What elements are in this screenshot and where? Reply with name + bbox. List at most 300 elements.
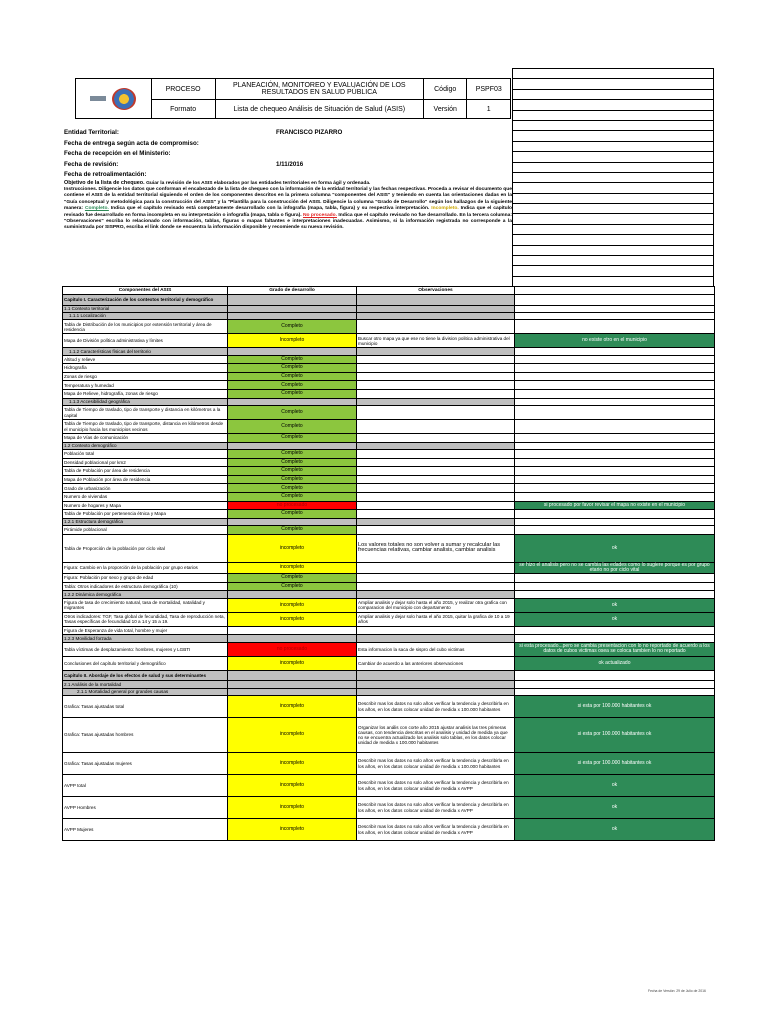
subsection-obs [357,442,515,449]
table-row [63,364,715,373]
response-cell[interactable]: ok [515,775,715,797]
grade-cell[interactable]: Completo [228,458,357,467]
subsection-obs [357,681,515,688]
table-row [63,612,715,626]
side-grid-cell[interactable] [513,89,714,99]
component-label: Pirámide poblacional [63,526,228,535]
document-meta [64,128,524,181]
subsection-resp [515,688,715,695]
observation-cell[interactable] [357,320,515,334]
grade-cell[interactable]: incompleto [228,775,357,797]
component-label: Tabla de Tiempo de traslado, tipo de transporte y distancia en kilómetros a la capital [63,406,228,420]
subsection-obs [357,635,515,642]
subsection-grade [228,681,357,688]
section-resp [515,670,715,681]
observation-cell[interactable] [357,406,515,420]
observation-cell[interactable]: Cambiar de acuerdo a las anteriores observaciones [357,656,515,670]
side-grid-cell[interactable] [513,204,714,214]
section-label: Capítulo I. Caracterización de los contextos territorial y demográfico [63,295,228,306]
side-grid-row [513,141,714,151]
ministry-logo-icon [90,96,106,101]
subsection-obs [357,518,515,525]
table-row [63,348,715,355]
side-grid-cell[interactable] [513,79,714,89]
response-cell[interactable] [515,381,715,390]
observation-cell[interactable] [357,626,515,635]
grade-cell[interactable]: Completo [228,526,357,535]
grade-cell[interactable]: Completo [228,467,357,476]
grade-cell[interactable]: incompleto [228,534,357,562]
grade-cell[interactable]: Completo [228,355,357,364]
revision-value: 1/11/2016 [276,160,304,168]
version-label: Versión [423,100,467,119]
response-cell[interactable] [515,484,715,493]
section-obs [357,295,515,306]
column-header: Grado de desarrollo [228,287,357,295]
response-cell[interactable]: si procesado por favor revisar el mapa no existe en el municipio [515,501,715,510]
response-cell[interactable] [515,458,715,467]
response-cell[interactable] [515,420,715,434]
subsection-label: 1.2 Contexto demográfico [63,442,228,449]
component-label: Tabla de Población por pertenencia étnica y Mapa [63,510,228,519]
table-row [63,295,715,306]
subsection-resp [515,442,715,449]
response-cell[interactable]: ok [515,819,715,841]
observation-cell[interactable] [357,510,515,519]
response-cell[interactable]: si esta por 100.000 habitantes ok [515,718,715,753]
subsection-resp [515,398,715,405]
subsection-label: 1.1.1 Localización [63,312,228,319]
column-header-empty [515,287,715,295]
observation-cell[interactable]: Describir mas los datos no solo años verificar la tendencia y describirla en los años, en los datos colocar unidad de medida x 100.000 habitantes [357,753,515,775]
grade-cell[interactable]: incompleto [228,753,357,775]
table-row [63,642,715,656]
observation-cell[interactable]: Los valores totales no son volver a sumar y recalcular las frecuencias relativas, cambiar analisis, cambiar analisis [357,534,515,562]
proceso-value: PLANEACIÓN, MONITOREO Y EVALUACIÓN DE LOS RESULTADOS EN SALUD PÚBLICA [215,79,423,100]
table-row [63,475,715,484]
table-row [63,626,715,635]
grade-cell[interactable]: no procesado [228,642,357,656]
side-grid-cell[interactable] [513,141,714,151]
codigo-value: PSPF03 [467,79,511,100]
table-row [63,510,715,519]
observation-cell[interactable] [357,574,515,583]
column-header: Observaciones [357,287,515,295]
response-cell[interactable] [515,364,715,373]
observation-cell[interactable] [357,492,515,501]
response-cell[interactable]: si esta por 100.000 habitantes ok [515,753,715,775]
side-grid [512,68,714,287]
subsection-grade [228,305,357,312]
grade-cell[interactable]: Completo [228,406,357,420]
table-row [63,775,715,797]
table-row [63,390,715,399]
instructions-p3: Indica que el capítulo revisado fue desarrollado en forma incompleta en su interpretación o infografía (mapa, tabla o figura). [64,206,512,218]
grade-cell[interactable]: Completo [228,492,357,501]
table-row [63,312,715,319]
observation-cell[interactable]: Buscar otro mapa ya que ese no tiene la division politica administrativa del municipio [357,334,515,348]
observation-cell[interactable]: Organizar los anális con corte año 2015 ajustar analisis las tres primeras causas, con tendencia descritas en el analisis y unidad de medida ya que no se encuentra actualizado los analisis solo tablas, en los datos colocar unidad de medida x 100.000 habitantes [357,718,515,753]
component-label: Tabla víctimas de desplazamiento: hombres, mujeres y LGBTI [63,642,228,656]
grade-cell[interactable]: Completo [228,381,357,390]
table-row [63,574,715,583]
table-header-row [63,287,715,295]
component-label: AVPP total [63,775,228,797]
component-label: Tabla: Otros indicadores de estructura demográfica (10) [63,582,228,591]
subsection-grade [228,635,357,642]
observation-cell[interactable]: Ampliar analisis y dejar solo hasta el año 2015, y realizar otra grafica con comparacion del municipio con departamento [357,598,515,612]
side-grid-cell[interactable] [513,224,714,234]
side-grid-row [513,256,714,266]
subsection-grade [228,348,357,355]
observation-cell[interactable] [357,450,515,459]
document-header [75,78,511,119]
retro-label: Fecha de retroalimentación: [64,171,147,178]
observation-cell[interactable] [357,458,515,467]
component-label: Tabla de Población por área de residencia [63,467,228,476]
table-row [63,420,715,434]
subsection-grade [228,442,357,449]
response-cell[interactable] [515,492,715,501]
grade-cell[interactable]: Completo [228,574,357,583]
table-row [63,372,715,381]
component-label: Figura: Cambio en la proporción de la población por grupo etarios [63,562,228,573]
entidad-value: FRANCISCO PIZARRO [276,129,343,136]
observation-cell[interactable] [357,484,515,493]
side-grid-row [513,79,714,89]
observation-cell[interactable]: Describir mas los datos no solo años verificar la tendencia y describirla en los años, en los datos colocar unidad de medida x AVPP [357,797,515,819]
component-label: Altitud y relieve [63,355,228,364]
grade-cell[interactable]: incompleto [228,598,357,612]
no-procesado-legend: No procesado. [302,212,337,218]
table-row [63,688,715,695]
subsection-grade [228,312,357,319]
table-row [63,696,715,718]
table-row [63,718,715,753]
response-cell[interactable] [515,574,715,583]
side-grid-row [513,204,714,214]
entrega-label: Fecha de entrega según acta de compromiso: [64,139,199,147]
subsection-resp [515,348,715,355]
grade-cell[interactable]: Completo [228,390,357,399]
version-value: 1 [467,100,511,119]
response-cell[interactable]: no existe otro en el municipio [515,334,715,348]
grade-cell[interactable]: Completo [228,372,357,381]
component-label: Grafica: Tasas ajustadas total [63,696,228,718]
observation-cell[interactable] [357,364,515,373]
response-cell[interactable]: ok [515,598,715,612]
table-row [63,656,715,670]
grade-cell[interactable]: incompleto [228,819,357,841]
component-label: Temperatura y humedad [63,381,228,390]
table-row [63,492,715,501]
observation-cell[interactable] [357,372,515,381]
instructions [64,187,512,232]
objective-text: Guiar la revisión de los ASIS elaborados por las entidades territoriales en forma ágil y ordenada. [146,181,371,186]
component-label: Mapa de División política administrativa y límites [63,334,228,348]
table-row [63,562,715,573]
table-row [63,434,715,443]
observation-cell[interactable] [357,501,515,510]
side-grid-row [513,162,714,172]
response-cell[interactable]: ok [515,534,715,562]
side-grid-row [513,131,714,141]
side-grid-cell[interactable] [513,214,714,224]
response-cell[interactable] [515,390,715,399]
response-cell[interactable] [515,510,715,519]
recepcion-label: Fecha de recepción en el Ministerio: [64,150,171,157]
component-label: Densidad poblacional por km2 [63,458,228,467]
response-cell[interactable]: ok [515,797,715,819]
section-resp [515,295,715,306]
subsection-label: 2.1 Análisis de la mortalidad [63,681,228,688]
subsection-resp [515,591,715,598]
response-cell[interactable]: se hizo el analisis pero no se cambia las edades como lo sugiere porque es por grupo etario no por ciclo vital [515,562,715,573]
response-cell[interactable] [515,582,715,591]
subsection-grade [228,518,357,525]
side-grid-cell[interactable] [513,193,714,203]
subsection-obs [357,591,515,598]
component-label: Grafica: Tasas ajustadas mujeres [63,753,228,775]
side-grid-cell[interactable] [513,120,714,130]
response-cell[interactable]: ok [515,612,715,626]
subsection-label: 1.1 Contexto territorial [63,305,228,312]
response-cell[interactable] [515,467,715,476]
subsection-obs [357,348,515,355]
observation-cell[interactable] [357,526,515,535]
grade-cell[interactable]: Completo [228,434,357,443]
table-row [63,398,715,405]
side-grid-row [513,193,714,203]
side-grid-cell[interactable] [513,172,714,182]
incompleto-legend: Incompleto. [431,206,459,212]
response-cell[interactable] [515,434,715,443]
grade-cell[interactable]: incompleto [228,797,357,819]
entidad-label: Entidad Territorial: [64,129,119,136]
version-footer: Fecha de Versión: 29 de Julio de 2016 [648,989,706,993]
grade-cell[interactable]: Completo [228,475,357,484]
table-row [63,797,715,819]
observation-cell[interactable]: Describir mas los datos no solo años verificar la tendencia y describirla en los años, en los datos colocar unidad de medida x 100.000 habitantes [357,696,515,718]
response-cell[interactable] [515,320,715,334]
component-label: Mapa de Relieve, hidrografía, zonas de riesgo [63,390,228,399]
component-label: Mapa de Vías de comunicación [63,434,228,443]
table-row [63,442,715,449]
table-row [63,753,715,775]
todos-por-un-nuevo-pais-logo-icon [112,88,136,110]
grade-cell[interactable]: Incompleto [228,334,357,348]
grade-cell[interactable]: no procesado [228,501,357,510]
grade-cell[interactable]: Completo [228,510,357,519]
objective [64,180,512,186]
subsection-label: 1.2.2 Dinámica demográfica [63,591,228,598]
subsection-label: 1.2.1 Estructura demográfica [63,518,228,525]
grade-cell[interactable]: incompleto [228,656,357,670]
codigo-label: Código [423,79,467,100]
table-row [63,334,715,348]
instructions-p4: Indica que el capítulo revisado no fue desarrollado. En la tercera columna: "Observaciones" escriba lo relacionado con información, tablas, figuras o mapas faltantes e interpretaciones inadecuadas. Asimismo, si la información registrada no corresponde a la suministrada por SISPRO, escriba el link donde se encuentra la información disponible y recomiende su nueva revisión. [64,212,512,231]
side-grid-cell[interactable] [513,110,714,120]
component-label: Hidrografía [63,364,228,373]
subsection-label: 1.2.3 Movilidad forzada [63,635,228,642]
table-row [63,484,715,493]
section-grade [228,295,357,306]
side-grid-cell[interactable] [513,266,714,276]
component-label: Numero de hogares y Mapa [63,501,228,510]
logo-cell [76,79,152,119]
subsection-label: 2.1.1 Mortalidad general por grandes causas [63,688,228,695]
side-grid-row [513,245,714,255]
side-grid-row [513,120,714,130]
side-grid-row [513,235,714,245]
side-grid-cell[interactable] [513,131,714,141]
observation-cell[interactable] [357,355,515,364]
table-row [63,467,715,476]
section-label: Capítulo II. Abordaje de los efectos de salud y sus determinantes [63,670,228,681]
table-row [63,355,715,364]
formato-label: Formato [151,100,215,119]
side-grid-row [513,214,714,224]
side-grid-cell[interactable] [513,235,714,245]
table-row [63,458,715,467]
observation-cell[interactable]: Describir mas los datos no solo años verificar la tendencia y describirla en los años, en los datos colocar unidad de medida x AVPP [357,775,515,797]
checklist-table [62,286,715,841]
instructions-p2: Indica que el capítulo revisado está completamente desarrollado con la infografía (mapa, tabla, figura) y su respectiva interpretación. [110,206,430,212]
table-row [63,406,715,420]
side-grid-row [513,266,714,276]
table-row [63,305,715,312]
section-grade [228,670,357,681]
observation-cell[interactable]: Ampliar analisis y dejar solo hasta el año 2015, quitar la grafica de 10 a 19 años [357,612,515,626]
observation-cell[interactable]: Esta informacion la saca de sispro del cubo victimas [357,642,515,656]
component-label: Tabla de Proporción de la población por ciclo vital [63,534,228,562]
grade-cell[interactable]: Completo [228,320,357,334]
table-row [63,501,715,510]
side-grid-row [513,100,714,110]
column-header: Componentes del ASIS [63,287,228,295]
grade-cell[interactable]: Completo [228,484,357,493]
side-grid-cell[interactable] [513,183,714,193]
observation-cell[interactable] [357,390,515,399]
table-row [63,635,715,642]
observation-cell[interactable] [357,562,515,573]
table-row [63,534,715,562]
instructions-p1: Instrucciones. Diligencie los datos que conforman el encabezado de la lista de chequeo con la información de la entidad territorial y las fechas respectivas. Proceda a revisar el documento que contiene el ASIS de la entidad territorial siguiendo el orden de los componentes descritos en la primera columna "componentes del ASIS" y teniendo en cuenta las orientaciones dadas en la "Guía conceptual y metodológica para la construcción del ASIS" y la "Plantilla para la construcción del ASIS. Diligencie la columna "Grado de Desarrollo" según los hallazgos de la siguiente manera: [64,187,512,212]
observation-cell[interactable] [357,381,515,390]
response-cell[interactable]: si esta por 100.000 habitantes ok [515,696,715,718]
table-row [63,598,715,612]
grade-cell[interactable]: incompleto [228,718,357,753]
response-cell[interactable] [515,450,715,459]
table-row [63,819,715,841]
component-label: Figura: Población por sexo y grupo de edad [63,574,228,583]
grade-cell[interactable]: incompleto [228,562,357,573]
side-grid-row [513,152,714,162]
grade-cell[interactable]: Completo [228,364,357,373]
component-label: Población total [63,450,228,459]
response-cell[interactable] [515,626,715,635]
table-row [63,582,715,591]
table-row [63,591,715,598]
side-grid-row [513,110,714,120]
proceso-label: PROCESO [151,79,215,100]
subsection-obs [357,305,515,312]
side-grid-cell[interactable] [513,256,714,266]
component-label: Zonas de riesgo [63,372,228,381]
subsection-obs [357,688,515,695]
side-grid-cell[interactable] [513,69,714,79]
table-row [63,526,715,535]
observation-cell[interactable]: Describir mas los datos no solo años verificar la tendencia y describirla en los años, en los datos colocar unidad de medida x AVPP [357,819,515,841]
response-cell[interactable] [515,355,715,364]
table-row [63,381,715,390]
response-cell[interactable]: si esta procesado...pero se cambia presentacion con lo no reportado de acuerdo a los datos de cubos victimas osea se coloca tambien lo no reportado [515,642,715,656]
grade-cell[interactable]: incompleto [228,696,357,718]
response-cell[interactable] [515,526,715,535]
side-grid-cell[interactable] [513,152,714,162]
completo-legend: Completo. [84,206,109,212]
side-grid-cell[interactable] [513,245,714,255]
observation-cell[interactable] [357,420,515,434]
table-row [63,450,715,459]
side-grid-row [513,183,714,193]
revision-label: Fecha de revisión: [64,160,119,168]
component-label: Tabla de Distribución de los municipios por extensión territorial y área de residencia [63,320,228,334]
subsection-resp [515,305,715,312]
observation-cell[interactable] [357,582,515,591]
subsection-grade [228,591,357,598]
subsection-obs [357,398,515,405]
grade-cell[interactable]: Completo [228,420,357,434]
table-row [63,670,715,681]
component-label: Numero de viviendas [63,492,228,501]
component-label: Conclusiones del capítulo territorial y demográfico [63,656,228,670]
response-cell[interactable] [515,475,715,484]
grade-cell[interactable]: incompleto [228,612,357,626]
response-cell[interactable] [515,372,715,381]
section-obs [357,670,515,681]
grade-cell[interactable] [228,626,357,635]
side-grid-cell[interactable] [513,100,714,110]
grade-cell[interactable]: Completo [228,582,357,591]
grade-cell[interactable]: Completo [228,450,357,459]
side-grid-row [513,89,714,99]
component-label: Figura de tasa de crecimiento natural, tasa de mortalidad, natalidad y migrantes [63,598,228,612]
response-cell[interactable]: ok actualizado [515,656,715,670]
table-row [63,681,715,688]
side-grid-row [513,224,714,234]
subsection-grade [228,398,357,405]
component-label: Grado de urbanización [63,484,228,493]
observation-cell[interactable] [357,467,515,476]
formato-value: Lista de chequeo Análisis de Situación de Salud (ASIS) [215,100,423,119]
subsection-grade [228,688,357,695]
observation-cell[interactable] [357,475,515,484]
subsection-resp [515,312,715,319]
component-label: AVPP Mujeres [63,819,228,841]
side-grid-cell[interactable] [513,162,714,172]
table-row [63,518,715,525]
side-grid-row [513,69,714,79]
component-label: Figura de Esperanza de vida total, hombre y mujer [63,626,228,635]
subsection-label: 1.1.2 Características físicas del territorio [63,348,228,355]
objective-label: Objetivo de la lista de chequeo. [64,180,145,186]
observation-cell[interactable] [357,434,515,443]
subsection-obs [357,312,515,319]
table-row [63,320,715,334]
response-cell[interactable] [515,406,715,420]
subsection-resp [515,518,715,525]
